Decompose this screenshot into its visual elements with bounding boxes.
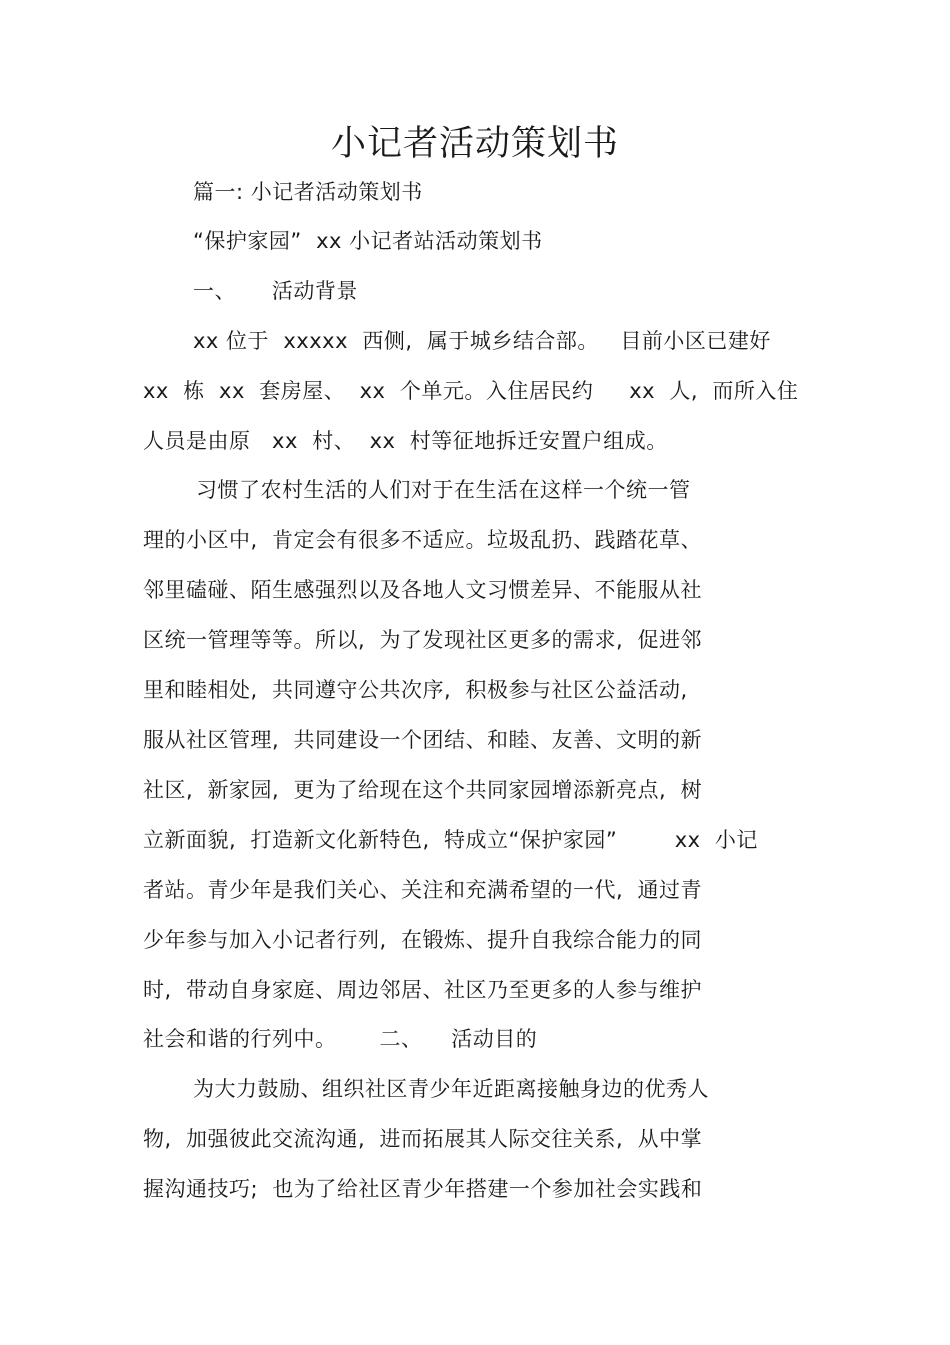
document-title: 小记者活动策划书 [330, 124, 619, 164]
paragraph-line: 社区, 新家园, 更为了给现在这个共同家园增添新亮点, 树 [143, 778, 703, 802]
paragraph-line: 里和睦相处, 共同遵守公共次序, 积极参与社区公益活动, [143, 678, 688, 702]
paragraph-line: 理的小区中, 肯定会有很多不适应。垃圾乱扔、践踏花草、 [143, 528, 703, 552]
paragraph-line: 立新面貌, 打造新文化新特色, 特成立“保护家园” xx 小记 [143, 828, 758, 852]
paragraph-line: xx 位于 xxxxx 西侧, 属于城乡结合部。 目前小区已建好 [193, 329, 771, 353]
paragraph-line: 邻里磕碰、陌生感强烈以及各地人文习惯差异、不能服从社 [143, 578, 702, 602]
paragraph-line: 社会和谐的行列中。 二、 活动目的 [143, 1027, 538, 1051]
paragraph-line: 服从社区管理, 共同建设一个团结、和睦、友善、文明的新 [143, 728, 703, 752]
paragraph-line: 握沟通技巧; 也为了给社区青少年搭建一个参加社会实践和 [143, 1177, 703, 1201]
paragraph-line: 为大力鼓励、组织社区青少年近距离接触身边的优秀人 [193, 1077, 709, 1101]
paragraph-line: 人员是由原 xx 村、 xx 村等征地拆迁安置户组成。 [143, 429, 668, 453]
paragraph-line: 时, 带动自身家庭、周边邻居、社区乃至更多的人参与维护 [143, 978, 703, 1002]
paragraph-line: 少年参与加入小记者行列, 在锻炼、提升自我综合能力的同 [143, 928, 703, 952]
section-heading-background: 一、 活动背景 [193, 279, 358, 303]
paragraph-line: 物, 加强彼此交流沟通, 进而拓展其人际交往关系, 从中掌 [143, 1127, 703, 1151]
plan-name-line: “保护家园” xx 小记者站活动策划书 [193, 229, 543, 253]
paragraph-line: 习惯了农村生活的人们对于在生活在这样一个统一管 [196, 478, 691, 502]
paragraph-line: 区统一管理等等。所以, 为了发现社区更多的需求, 促进邻 [143, 628, 703, 652]
subtitle-line: 篇一: 小记者活动策划书 [193, 180, 423, 204]
paragraph-line: xx 栋 xx 套房屋、 xx 个单元。入住居民约 xx 人, 而所入住 [143, 379, 799, 403]
paragraph-line: 者站。青少年是我们关心、关注和充满希望的一代, 通过青 [143, 878, 703, 902]
